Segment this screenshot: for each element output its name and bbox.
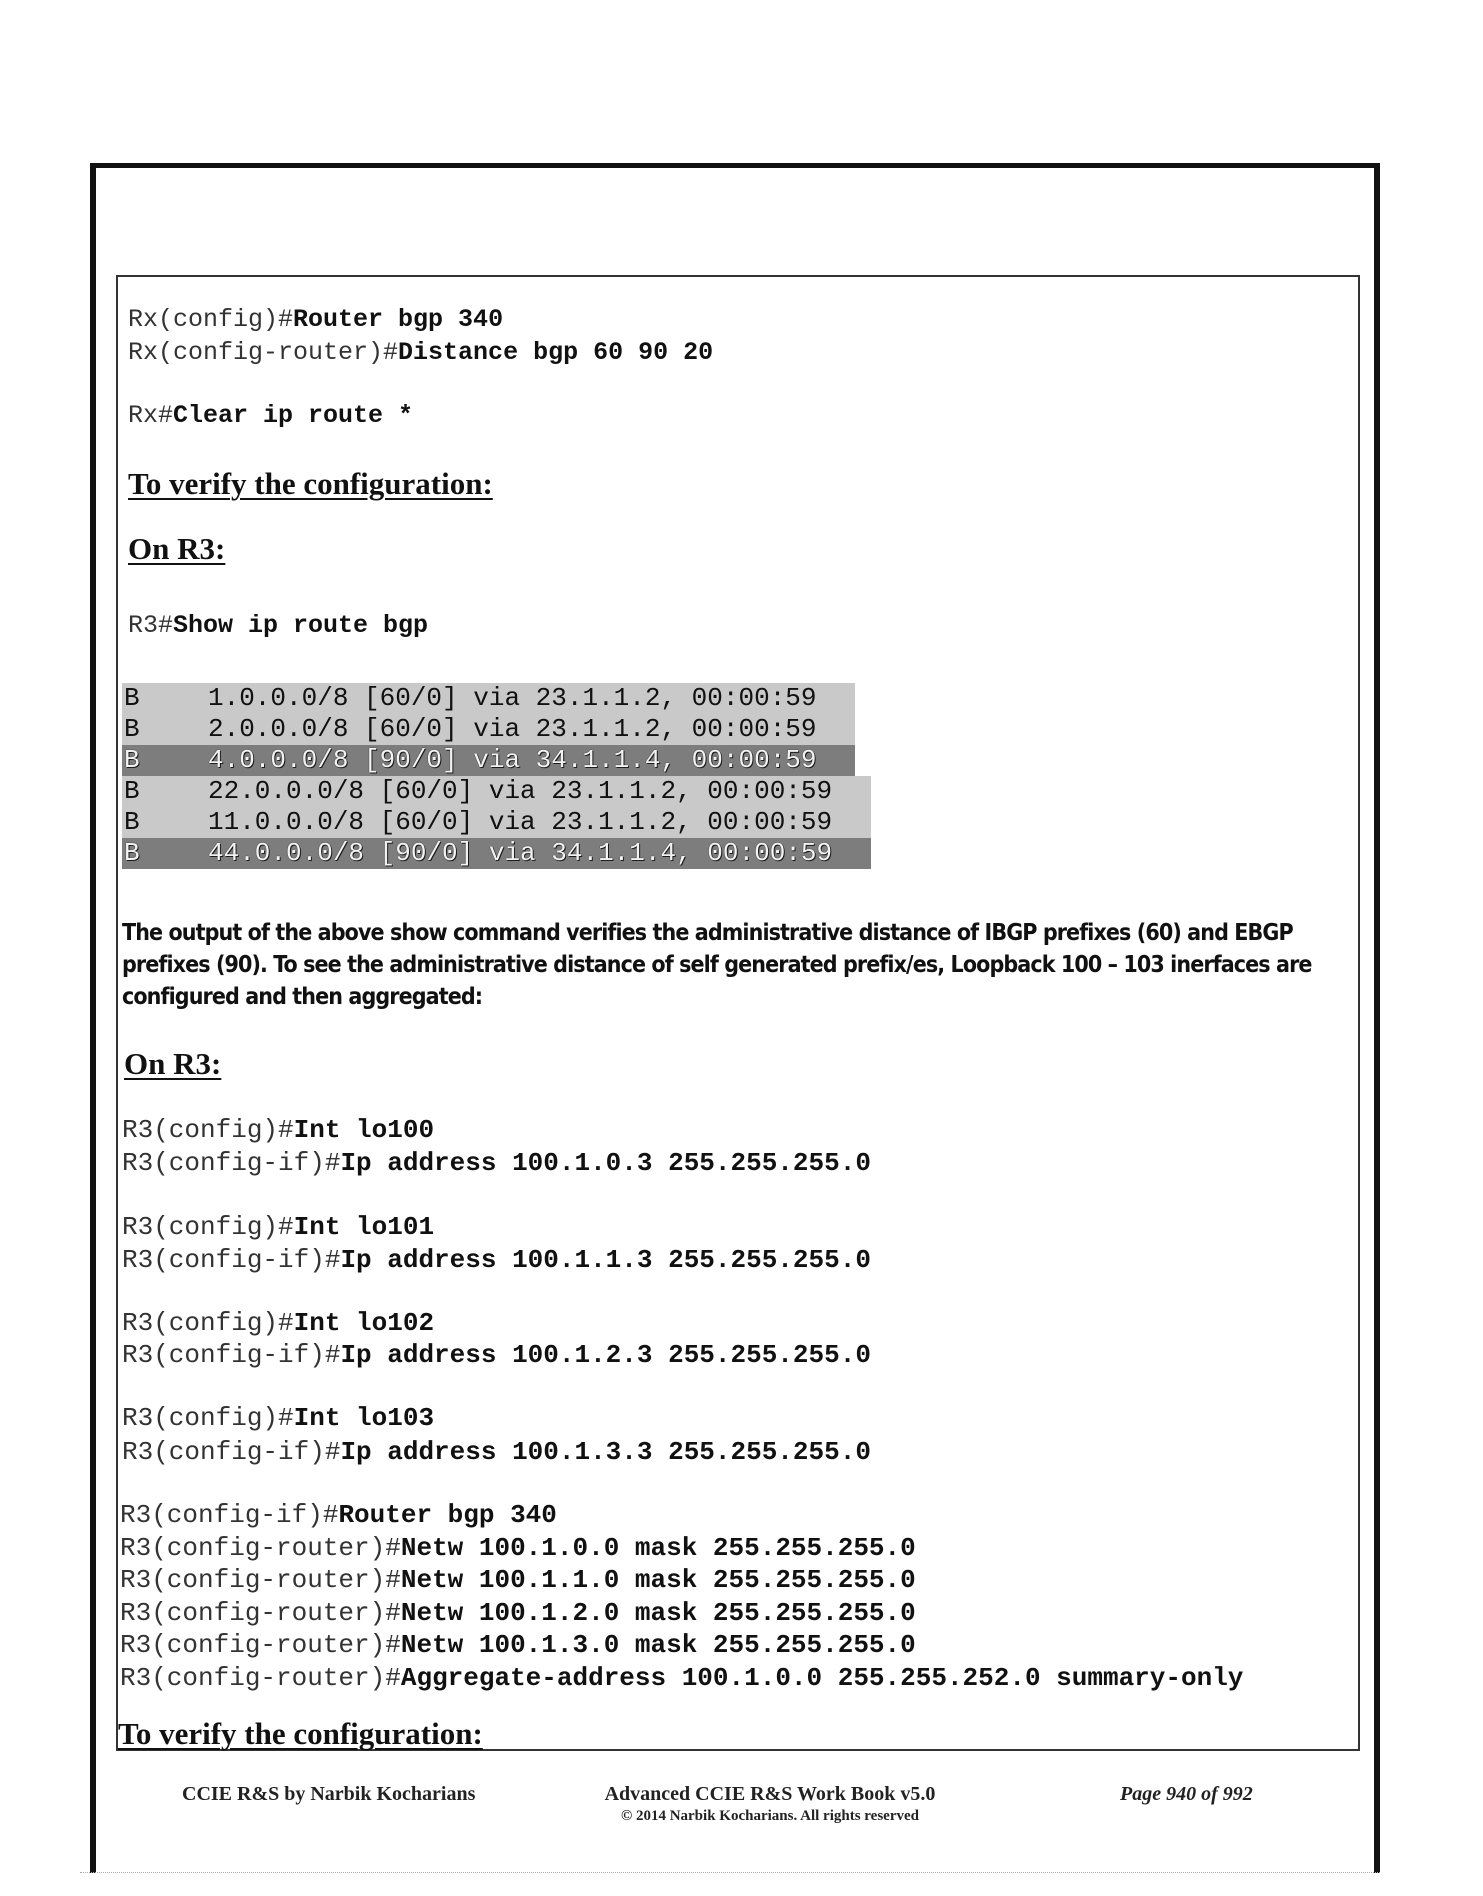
config-line <box>122 1245 871 1275</box>
config-line <box>128 338 713 368</box>
section-heading-verify: To verify the configuration: <box>118 1716 483 1751</box>
command: Distance bgp 60 90 20 <box>398 338 714 367</box>
section-heading-verify: To verify the configuration: <box>128 466 493 501</box>
prompt: R3(config-if)# <box>122 1245 341 1275</box>
command: Router bgp 340 <box>293 305 504 334</box>
route-table-row <box>122 807 871 838</box>
prompt: R3(config-router)# <box>120 1630 401 1660</box>
route-entry: 1.0.0.0/8 [60/0] via 23.1.1.2, 00:00:59 <box>208 683 817 713</box>
route-code: B <box>124 683 140 713</box>
config-line <box>122 1308 434 1338</box>
command: Netw 100.1.3.0 mask 255.255.255.0 <box>400 1630 916 1660</box>
command: Int lo100 <box>293 1115 435 1145</box>
config-line <box>120 1565 916 1595</box>
paragraph-text: The output of the above show command verifies the administrative distance of IBGP prefixes (60) and EBGP prefixes (90). To see the administrative distance of self generated prefix/es, Loopback 100 – 103 inerfaces are configured and then aggregated: <box>122 920 1312 1010</box>
config-line <box>120 1500 557 1530</box>
route-code: B <box>124 807 140 837</box>
footer-book <box>560 1783 980 1825</box>
config-line <box>120 1630 916 1660</box>
route-table-row <box>122 776 871 807</box>
route-entry: 11.0.0.0/8 [60/0] via 23.1.1.2, 00:00:59 <box>208 807 833 837</box>
command: Netw 100.1.1.0 mask 255.255.255.0 <box>400 1565 916 1595</box>
prompt: Rx(config-router)# <box>128 338 399 367</box>
section-heading-on-r3: On R3: <box>128 531 226 566</box>
prompt: Rx(config)# <box>128 305 294 334</box>
config-line <box>120 1533 916 1563</box>
prompt: R3# <box>128 611 174 640</box>
config-line <box>122 1148 871 1178</box>
config-line <box>120 1598 916 1628</box>
prompt: R3(config-if)# <box>122 1340 341 1370</box>
prompt: R3(config-router)# <box>120 1533 401 1563</box>
config-line <box>122 1403 434 1433</box>
route-table-row <box>122 745 855 776</box>
explanation-paragraph <box>122 917 1342 1013</box>
command: Router bgp 340 <box>338 1500 557 1530</box>
command: Show ip route bgp <box>173 611 429 640</box>
route-entry: 4.0.0.0/8 [90/0] via 34.1.1.4, 00:00:59 <box>208 745 817 775</box>
command: Ip address 100.1.2.3 255.255.255.0 <box>340 1340 871 1370</box>
prompt: R3(config-if)# <box>120 1500 339 1530</box>
footer-author: CCIE R&S by Narbik Kocharians <box>182 1783 476 1805</box>
command: Ip address 100.1.3.3 255.255.255.0 <box>340 1437 871 1467</box>
config-line <box>128 305 503 335</box>
route-code: B <box>124 838 140 868</box>
prompt: R3(config-if)# <box>122 1148 341 1178</box>
route-table-row <box>122 683 855 714</box>
footer-book-title: Advanced CCIE R&S Work Book v5.0 <box>604 1783 936 1805</box>
command: Netw 100.1.2.0 mask 255.255.255.0 <box>400 1598 916 1628</box>
command: Int lo103 <box>293 1403 435 1433</box>
route-table-row <box>122 714 855 745</box>
command: Ip address 100.1.1.3 255.255.255.0 <box>340 1245 871 1275</box>
config-line <box>122 1212 434 1242</box>
config-line <box>128 401 413 431</box>
route-entry: 2.0.0.0/8 [60/0] via 23.1.1.2, 00:00:59 <box>208 714 817 744</box>
command: Aggregate-address 100.1.0.0 255.255.252.0 summary-only <box>400 1663 1244 1693</box>
show-command-line <box>128 611 428 641</box>
prompt: R3(config)# <box>122 1308 294 1338</box>
route-code: B <box>124 745 140 775</box>
prompt: R3(config-router)# <box>120 1598 401 1628</box>
prompt: R3(config)# <box>122 1212 294 1242</box>
prompt: Rx# <box>128 401 174 430</box>
command: Int lo101 <box>293 1212 435 1242</box>
command: Netw 100.1.0.0 mask 255.255.255.0 <box>400 1533 916 1563</box>
config-line <box>122 1115 434 1145</box>
prompt: R3(config-router)# <box>120 1663 401 1693</box>
section-heading-on-r3: On R3: <box>124 1046 222 1081</box>
command: Clear ip route * <box>173 401 414 430</box>
config-line <box>120 1663 1243 1693</box>
prompt: R3(config-router)# <box>120 1565 401 1595</box>
prompt: R3(config-if)# <box>122 1437 341 1467</box>
route-table-row <box>122 838 871 869</box>
route-entry: 44.0.0.0/8 [90/0] via 34.1.1.4, 00:00:59 <box>208 838 833 868</box>
footer-page-number: Page 940 of 992 <box>1120 1783 1253 1805</box>
prompt: R3(config)# <box>122 1403 294 1433</box>
footer-copyright: © 2014 Narbik Kocharians. All rights reserved <box>620 1808 919 1824</box>
route-code: B <box>124 714 140 744</box>
route-entry: 22.0.0.0/8 [60/0] via 23.1.1.2, 00:00:59 <box>208 776 833 806</box>
command: Ip address 100.1.0.3 255.255.255.0 <box>340 1148 871 1178</box>
command: Int lo102 <box>293 1308 435 1338</box>
config-line <box>122 1437 871 1467</box>
scan-edge-line <box>80 1872 1380 1873</box>
prompt: R3(config)# <box>122 1115 294 1145</box>
config-line <box>122 1340 871 1370</box>
route-code: B <box>124 776 140 806</box>
